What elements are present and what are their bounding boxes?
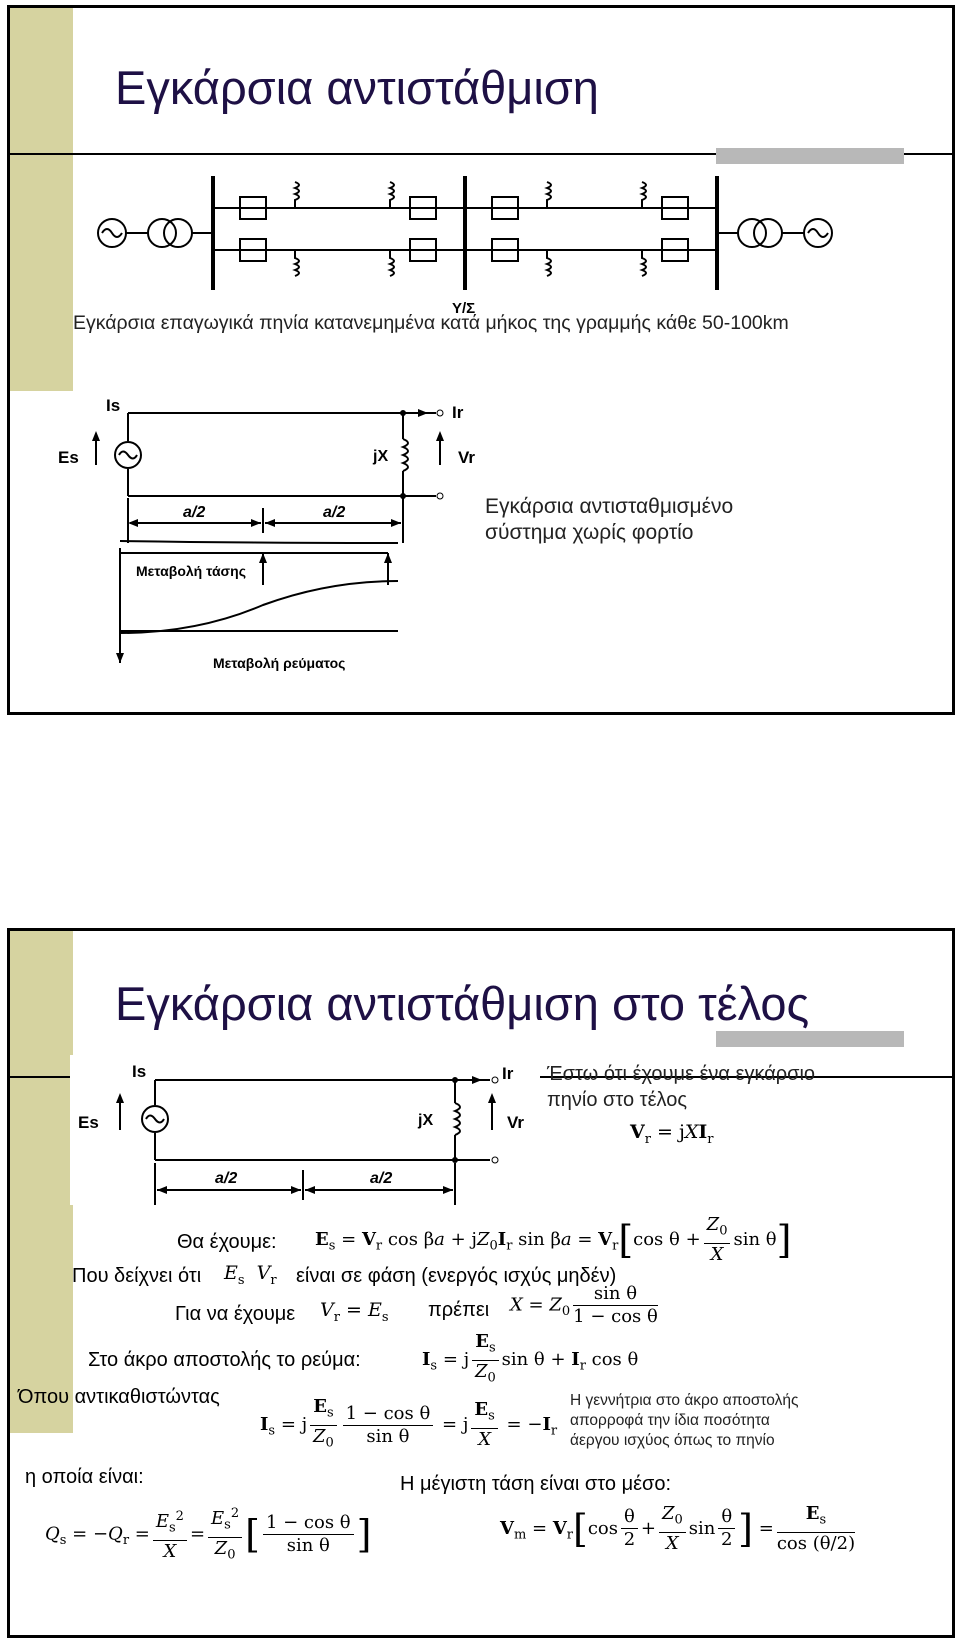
shows-prefix: Που δείχνει ότι xyxy=(72,1265,202,1287)
title-rule-accent xyxy=(716,148,904,164)
vr-equation: $V_r = jXI_r$ xyxy=(630,1121,714,1147)
es-equation: $E_s = V_r$ $\cos \beta a + jZ_0I_r$ $\sin \beta a = V_r[\cos$ θ + $\frac{Z_0}{X}$ sin θ] xyxy=(315,1214,792,1265)
shows-suffix: είναι σε φάση (ενεργός ισχύς μηδέν) xyxy=(296,1265,617,1287)
ir-label: Ir xyxy=(502,1064,514,1083)
half-a-label-1: a/2 xyxy=(183,504,206,521)
slide-1 xyxy=(7,5,955,715)
vr-equals-es: $V_r = E_s$ xyxy=(320,1299,389,1325)
is-label: Is xyxy=(132,1062,147,1081)
accent-bar xyxy=(10,931,73,1433)
voltage-variation-label: Μεταβολή τάσης xyxy=(136,563,246,579)
generator-note-line-3: άεργου ισχύος όπως το πηνίο xyxy=(570,1432,775,1449)
half-a-label-1: a/2 xyxy=(215,1170,238,1187)
generator-note-line-1: Η γεννήτρια στο άκρο αποστολής xyxy=(570,1392,799,1409)
es-label: Es xyxy=(58,448,79,467)
half-a-label-2: a/2 xyxy=(370,1170,393,1187)
is-substituted-equation: $I_s = j$ $\frac{E_s}{Z_0}$ $\frac{\text{1 − cos θ}}{\text{sin θ}}$ = j $\frac{E_s}{X}$ = $-I_r$ xyxy=(260,1396,558,1451)
slide-title: Εγκάρσια αντιστάθμιση στο τέλος xyxy=(115,977,810,1030)
side-caption-line-2: σύστημα χωρίς φορτίο xyxy=(485,521,694,544)
es-vr-symbols: $E_s$ $V_r$ xyxy=(224,1262,277,1288)
current-variation-label: Μεταβολή ρεύματος xyxy=(213,655,346,671)
is-equation: $I_s = j$ $\frac{E_s}{Z_0}$ $\sin \theta + I_r$ cos θ xyxy=(422,1331,639,1386)
line-caption: Εγκάρσια επαγωγικά πηνία κατανεμημένα κατά μήκος της γραμμής κάθε 50-100km xyxy=(73,312,789,334)
must-label: πρέπει xyxy=(428,1299,490,1321)
vr-label: Vr xyxy=(458,448,476,467)
vm-equation: $V_m = V_r[\cos$ $\frac{\theta}{2}$ + $\frac{Z_0}{X}$ sin $\frac{\theta}{2}$ ] = $\frac{E_s}{\cos (\theta/2)}$ xyxy=(500,1503,856,1554)
assumption-line-2: πηνίο στο τέλος xyxy=(547,1089,687,1111)
accent-bar xyxy=(10,8,73,391)
end-shunt-circuit-diagram xyxy=(70,1055,540,1205)
max-voltage-label: Η μέγιστη τάση είναι στο μέσο: xyxy=(400,1473,672,1495)
which-is-label: η οποία είναι: xyxy=(25,1466,144,1488)
compensated-line-diagram xyxy=(90,168,850,318)
where-substituting-label: Όπου αντικαθιστώντας xyxy=(18,1386,220,1408)
jx-label: jX xyxy=(418,1112,434,1129)
side-caption-line-1: Εγκάρσια αντισταθμισμένο xyxy=(485,495,734,518)
we-have-label: Θα έχουμε: xyxy=(177,1231,277,1253)
shunt-circuit-diagram xyxy=(48,393,478,678)
vr-label: Vr xyxy=(507,1113,525,1132)
generator-note xyxy=(570,1391,798,1451)
to-have-label: Για να έχουμε xyxy=(175,1303,296,1325)
x-equation: $X = Z_0$ $\frac{\text{sin θ}}{\text{1 − cos θ}}$ xyxy=(510,1283,658,1327)
side-caption xyxy=(485,494,733,546)
title-rule-accent xyxy=(716,1031,904,1047)
ir-label: Ir xyxy=(452,403,464,422)
assumption-line-1: Έστω ότι έχουμε ένα εγκάρσιο xyxy=(547,1063,816,1085)
slide-title: Εγκάρσια αντιστάθμιση xyxy=(115,61,599,114)
q-equation: $Q_s = -Q_r$ = $\frac{E_s^2}{X}$ = $\frac{E_s^2}{Z_0}$ [ $\frac{\text{1 − cos θ}}{\text{sin θ}}$ ] xyxy=(45,1503,371,1566)
substation-label: Υ/Σ xyxy=(452,300,476,317)
jx-label: jX xyxy=(373,448,389,465)
assumption-text xyxy=(547,1061,815,1113)
slide-2 xyxy=(7,928,955,1638)
generator-note-line-2: απορροφά την ίδια ποσότητα xyxy=(570,1412,770,1429)
is-label: Is xyxy=(106,396,121,415)
sending-current-label: Στο άκρο αποστολής το ρεύμα: xyxy=(88,1349,361,1371)
es-label: Es xyxy=(78,1113,99,1132)
half-a-label-2: a/2 xyxy=(323,504,346,521)
